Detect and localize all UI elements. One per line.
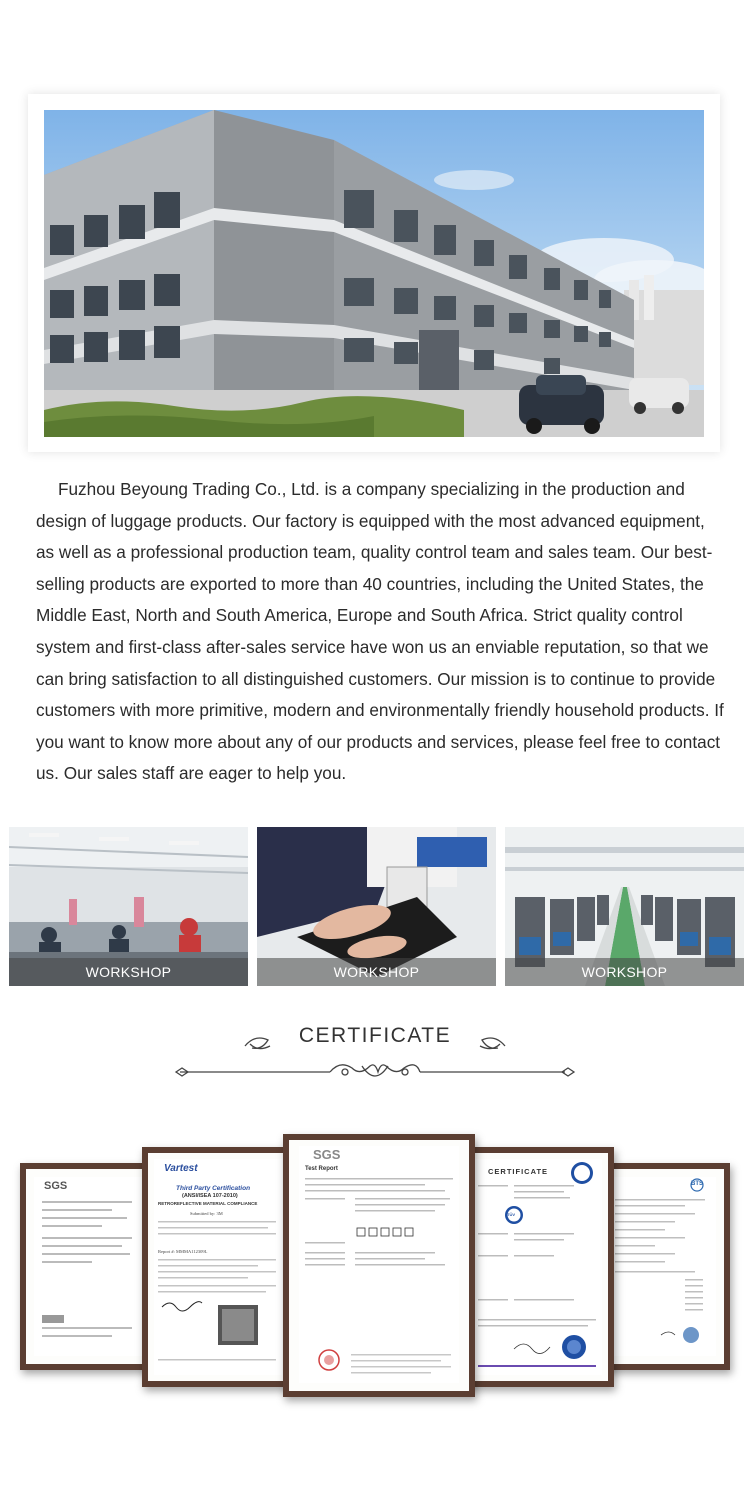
bts-logo: BTS	[691, 1181, 703, 1187]
certificate-ornament	[0, 1026, 750, 1086]
workshop-label: WORKSHOP	[257, 958, 496, 986]
certificate-sgs-test-report	[283, 1134, 475, 1397]
sgs-test-report-label: Test Report	[305, 1166, 338, 1172]
vartest-report: Report #: MMMA112309L	[158, 1249, 208, 1254]
tuv-heading: CERTIFICATE	[488, 1167, 549, 1176]
certificate-title: CERTIFICATE	[298, 1024, 452, 1047]
workshop-photo-1	[9, 827, 248, 986]
certificate-vartest	[142, 1147, 294, 1387]
certificate-bts	[597, 1163, 730, 1370]
certificate-tuv	[462, 1147, 614, 1387]
vartest-logo: Vartest	[164, 1163, 198, 1174]
vartest-standard: (ANSI/ISEA 107-2010)	[182, 1193, 238, 1199]
tuv-badge: TÜV	[507, 1212, 515, 1217]
workshop-label: WORKSHOP	[9, 958, 248, 986]
sgs-center-logo: SGS	[313, 1147, 341, 1162]
factory-photo-frame	[28, 94, 720, 452]
factory-building-illustration	[44, 110, 704, 437]
workshop-label: WORKSHOP	[505, 958, 744, 986]
factory-photo	[44, 110, 704, 437]
company-intro-paragraph: Fuzhou Beyoung Trading Co., Ltd. is a company specializing in the production and design of luggage products. Our factory is equipped with the most advanced equipment, as well as a professional production team, quality control team and sales team. Our best-selling products are exported to more than 40 countries, including the United States, the Middle East, North and South America, Europe and South Africa. Strict quality control system and first-class after-sales service have won us an enviable reputation, so that we can bring satisfaction to all distinguished customers. Our mission is to continue to provide customers with more primitive, modern and environmentally friendly household products. If you want to know more about any of our products and services, please feel free to contact us. Our sales staff are eager to help you.	[36, 479, 724, 784]
workshop-photo-3	[505, 827, 744, 986]
company-intro-text	[36, 474, 726, 790]
vartest-submitted: Submitted by: 3M	[190, 1211, 223, 1216]
vartest-subtitle: RETROREFLECTIVE MATERIAL COMPLIANCE	[158, 1201, 258, 1206]
vartest-heading: Third Party Certification	[176, 1185, 251, 1192]
certificate-sgs-left	[20, 1163, 158, 1370]
workshop-photo-2	[257, 827, 496, 986]
sgs-logo: SGS	[44, 1180, 68, 1192]
